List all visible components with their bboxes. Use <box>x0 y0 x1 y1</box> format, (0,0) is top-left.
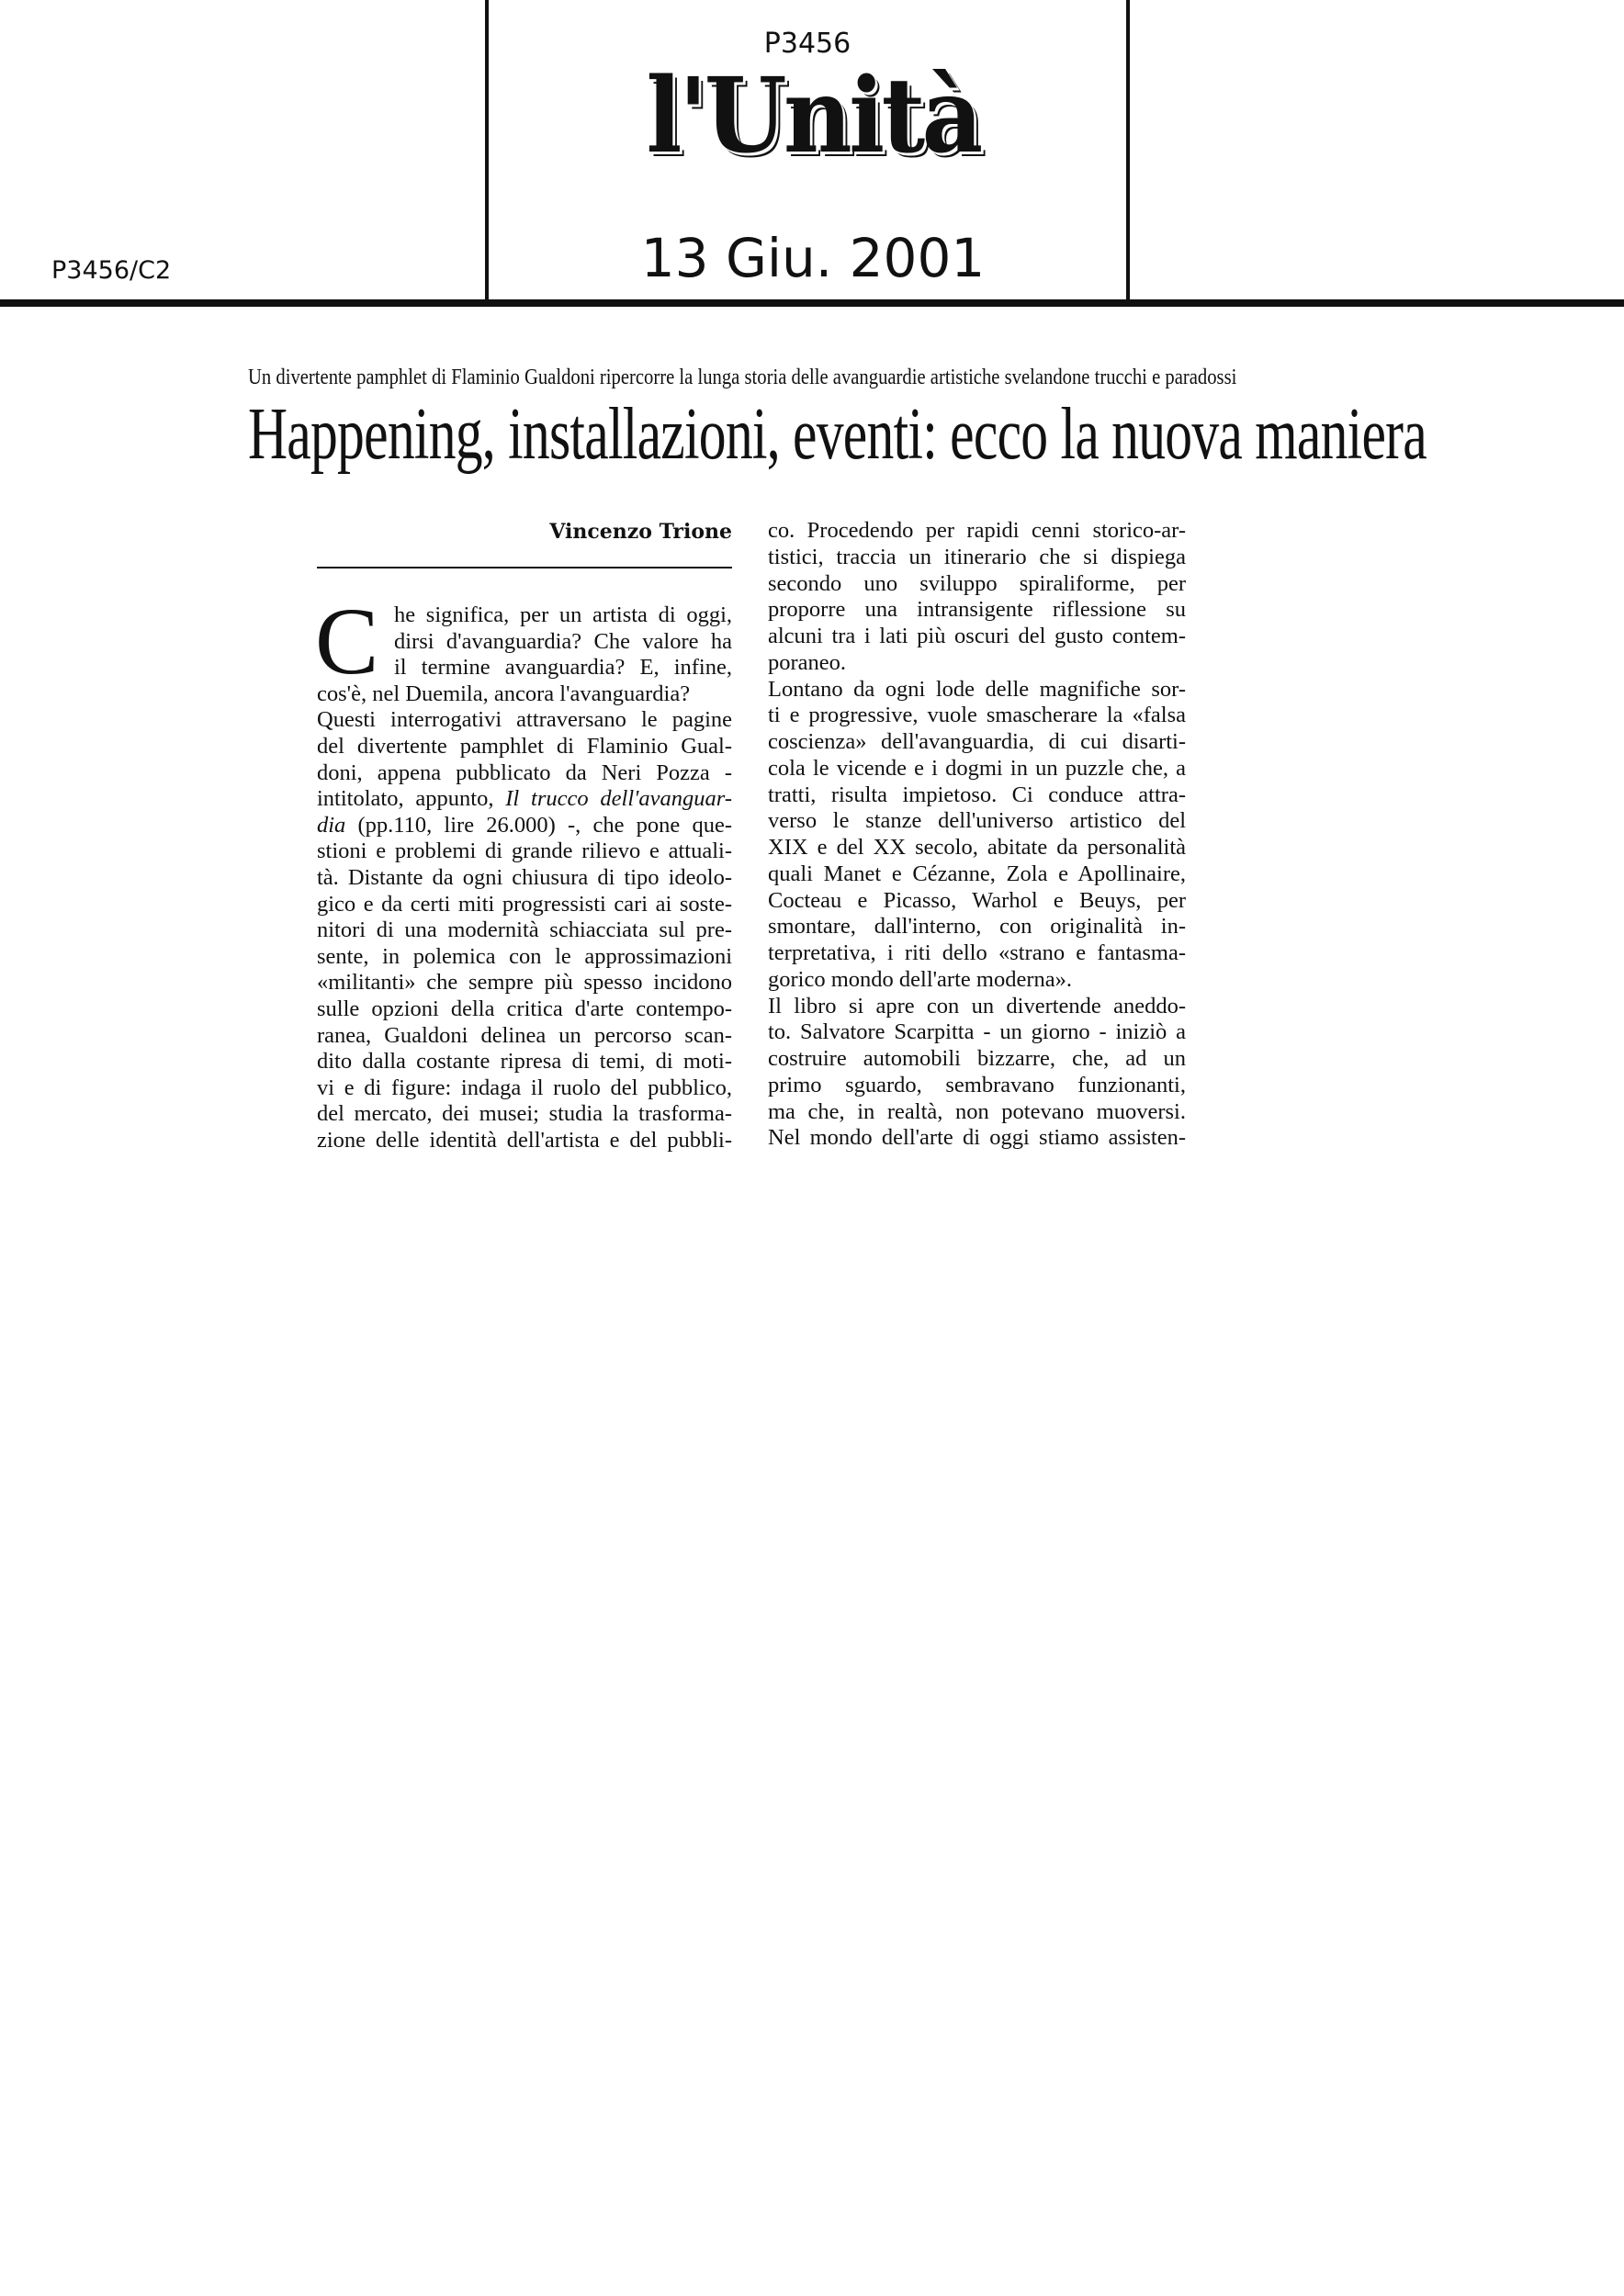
text-segment: vi e di figure: indaga il ruolo del pubblico, <box>317 1075 732 1100</box>
text-line-content <box>768 782 1186 807</box>
text-segment: nitori di una modernità schiacciata sul pre- <box>317 917 732 943</box>
text-line-content <box>317 1128 732 1153</box>
text-line-content <box>768 571 1186 596</box>
text-line <box>317 681 732 708</box>
text-line <box>768 518 1186 545</box>
text-segment: gorico mondo dell'arte moderna». <box>768 966 1072 992</box>
text-line <box>317 1075 732 1102</box>
text-line <box>394 629 732 656</box>
text-segment: tratti, risulta impietoso. Ci conduce attra- <box>768 782 1186 807</box>
text-segment: «militanti» che sempre più spesso incidono <box>317 970 732 996</box>
text-line <box>768 756 1186 782</box>
text-segment: sulle opzioni della critica d'arte contempo- <box>317 996 732 1021</box>
text-line <box>768 1099 1186 1126</box>
text-line-content <box>317 917 732 942</box>
text-line <box>768 624 1186 650</box>
text-line <box>317 1128 732 1154</box>
text-line-content <box>768 861 1186 886</box>
text-line-content <box>768 624 1186 648</box>
article-kicker: Un divertente pamphlet di Flaminio Gualdoni ripercorre la lunga storia delle avanguardie artistiche svelandone trucchi e paradossi <box>248 366 1237 389</box>
book-title: Il trucco dell'avanguar- <box>505 786 732 812</box>
text-segment: poraneo. <box>768 649 847 675</box>
text-segment: verso le stanze dell'universo artistico del <box>768 808 1186 834</box>
text-line-content <box>317 760 732 785</box>
text-line <box>394 655 732 681</box>
article-byline: Vincenzo Trione <box>549 520 732 544</box>
text-line <box>768 861 1186 888</box>
text-line-content <box>768 967 1072 992</box>
text-segment: XIX e del XX secolo, abitate da personalità <box>768 835 1186 860</box>
text-line-content <box>768 729 1186 754</box>
text-line-content <box>317 838 732 863</box>
text-line-content <box>768 888 1186 913</box>
text-line <box>317 865 732 892</box>
text-segment: ranea, Gualdoni delinea un percorso scan- <box>317 1022 732 1048</box>
text-segment: ti e progressive, vuole smascherare la «falsa <box>768 703 1186 728</box>
text-line <box>768 1073 1186 1099</box>
text-segment: Nel mondo dell'arte di oggi stiamo assisten- <box>768 1125 1186 1151</box>
text-segment: il termine avanguardia? E, infine, <box>394 655 732 681</box>
text-segment: to. Salvatore Scarpitta - un giorno - iniziò a <box>768 1019 1186 1045</box>
text-line <box>768 914 1186 940</box>
text-line <box>768 888 1186 915</box>
text-line-content <box>768 703 1186 727</box>
text-line <box>317 734 732 760</box>
text-segment: del mercato, dei musei; studia la trasforma- <box>317 1101 732 1127</box>
text-segment: stioni e problemi di grande rilievo e attuali- <box>317 838 732 864</box>
text-line <box>317 996 732 1023</box>
text-line <box>768 967 1186 994</box>
text-segment: he significa, per un artista di oggi, <box>394 602 732 627</box>
text-segment: smontare, dall'interno, con originalità in- <box>768 914 1186 940</box>
text-line <box>768 571 1186 598</box>
text-line-content <box>768 835 1186 860</box>
text-line <box>317 1101 732 1128</box>
text-segment: gico e da certi miti progressisti cari ai soste- <box>317 891 732 917</box>
text-line <box>768 650 1186 677</box>
text-line-content <box>317 786 732 811</box>
text-line <box>317 892 732 918</box>
text-line-content <box>768 756 1186 781</box>
text-line-content <box>768 1125 1186 1150</box>
header-rule <box>0 299 1624 307</box>
article-headline: Happening, installazioni, eventi: ecco la nuova maniera <box>248 394 1427 475</box>
text-line <box>317 917 732 944</box>
text-line <box>317 838 732 865</box>
text-line-content <box>768 994 1186 1019</box>
text-segment: co. Procedendo per rapidi cenni storico-ar- <box>768 518 1186 543</box>
text-line <box>768 545 1186 571</box>
byline-rule <box>317 567 732 568</box>
header-divider-right <box>1126 0 1130 303</box>
text-line-content <box>768 650 846 675</box>
text-line-content <box>768 597 1186 622</box>
text-line <box>768 808 1186 835</box>
text-segment: alcuni tra i lati più oscuri del gusto contem- <box>768 624 1186 648</box>
text-line <box>768 782 1186 809</box>
text-segment: secondo uno sviluppo spiraliforme, per <box>768 570 1186 596</box>
text-segment: tistici, traccia un itinerario che si dispiega <box>768 544 1186 569</box>
text-line-content <box>394 602 732 627</box>
archive-page-code: P3456/C2 <box>51 256 172 285</box>
text-line-content <box>394 655 732 680</box>
text-line <box>317 970 732 996</box>
text-segment: del divertente pamphlet di Flaminio Gual- <box>317 733 732 759</box>
text-line-content <box>768 545 1186 569</box>
text-line-content <box>768 808 1186 833</box>
text-segment: tà. Distante da ogni chiusura di tipo ideolo- <box>317 864 732 890</box>
text-segment: terpretativa, i riti dello «strano e fantasma- <box>768 940 1186 965</box>
text-line-content <box>317 970 732 995</box>
text-line-content <box>394 629 732 654</box>
text-segment: doni, appena pubblicato da Neri Pozza - <box>317 760 732 785</box>
text-segment: Questi interrogativi attraversano le pagine <box>317 707 732 733</box>
text-segment: Lontano da ogni lode delle magnifiche sor- <box>768 676 1186 702</box>
text-line-content <box>768 940 1186 965</box>
text-line <box>317 760 732 787</box>
publication-date: 13 Giu. 2001 <box>640 227 986 289</box>
text-segment: ma che, in realtà, non potevano muoversi. <box>768 1098 1186 1124</box>
text-segment: cola le vicende e i dogmi in un puzzle che, a <box>768 755 1186 781</box>
text-line-content <box>768 1099 1186 1124</box>
article-column-1 <box>315 589 732 1154</box>
text-segment: quali Manet e Cézanne, Zola e Apollinaire, <box>768 861 1186 886</box>
text-line <box>768 994 1186 1020</box>
header-divider-left <box>485 0 489 303</box>
text-line-content <box>768 1019 1186 1044</box>
newspaper-logo: l'Unità <box>646 56 980 176</box>
text-line <box>768 1125 1186 1152</box>
text-line <box>317 1049 732 1075</box>
text-line-content <box>768 914 1186 939</box>
text-segment: sente, in polemica con le approssimazioni <box>317 943 732 969</box>
text-line <box>317 1023 732 1050</box>
text-line-content <box>768 677 1186 702</box>
text-line <box>768 1046 1186 1073</box>
text-line <box>317 786 732 813</box>
text-line <box>317 944 732 971</box>
text-line-content <box>317 1101 732 1126</box>
text-line-content <box>317 892 732 917</box>
text-line <box>768 940 1186 967</box>
text-line <box>768 729 1186 756</box>
text-segment: dirsi d'avanguardia? Che valore ha <box>394 628 732 654</box>
text-line <box>768 677 1186 703</box>
text-line <box>768 835 1186 861</box>
text-line-content <box>317 865 732 890</box>
text-line-content <box>317 681 690 706</box>
text-segment: proporre una intransigente riflessione su <box>768 597 1186 623</box>
text-line-content <box>317 813 732 838</box>
text-line-content <box>317 996 732 1021</box>
text-line-content <box>317 1023 732 1048</box>
text-line <box>317 813 732 839</box>
text-segment: cos'è, nel Duemila, ancora l'avanguardia? <box>317 681 691 706</box>
text-line <box>768 1019 1186 1046</box>
text-line-content <box>768 518 1186 543</box>
text-line <box>768 703 1186 729</box>
text-line-content <box>317 944 732 969</box>
article-column-2 <box>768 518 1186 1152</box>
text-line-content <box>317 707 732 732</box>
text-line-content <box>317 1049 732 1074</box>
drop-cap: C <box>315 589 379 694</box>
text-line-content <box>768 1046 1186 1071</box>
text-line <box>394 602 732 629</box>
archive-code: P3456 <box>763 28 851 60</box>
text-segment: (pp.110, lire 26.000) -, che pone que- <box>345 812 732 838</box>
text-segment: costruire automobili bizzarre, che, ad un <box>768 1046 1186 1071</box>
text-line-content <box>317 734 732 759</box>
text-segment: dito dalla costante ripresa di temi, di moti- <box>317 1049 732 1075</box>
text-segment: primo sguardo, sembravano funzionanti, <box>768 1072 1186 1097</box>
text-line-content <box>317 1075 732 1100</box>
book-title: dia <box>317 812 346 838</box>
text-segment: coscienza» dell'avanguardia, di cui disarti- <box>768 729 1186 754</box>
text-segment: zione delle identità dell'artista e del pubbli- <box>317 1127 732 1153</box>
text-segment: Cocteau e Picasso, Warhol e Beuys, per <box>768 887 1186 913</box>
text-segment: Il libro si apre con un divertende aneddo- <box>768 993 1186 1019</box>
text-line <box>768 597 1186 624</box>
text-line-content <box>768 1073 1186 1097</box>
text-line <box>317 707 732 734</box>
text-segment: intitolato, appunto, <box>317 786 506 812</box>
